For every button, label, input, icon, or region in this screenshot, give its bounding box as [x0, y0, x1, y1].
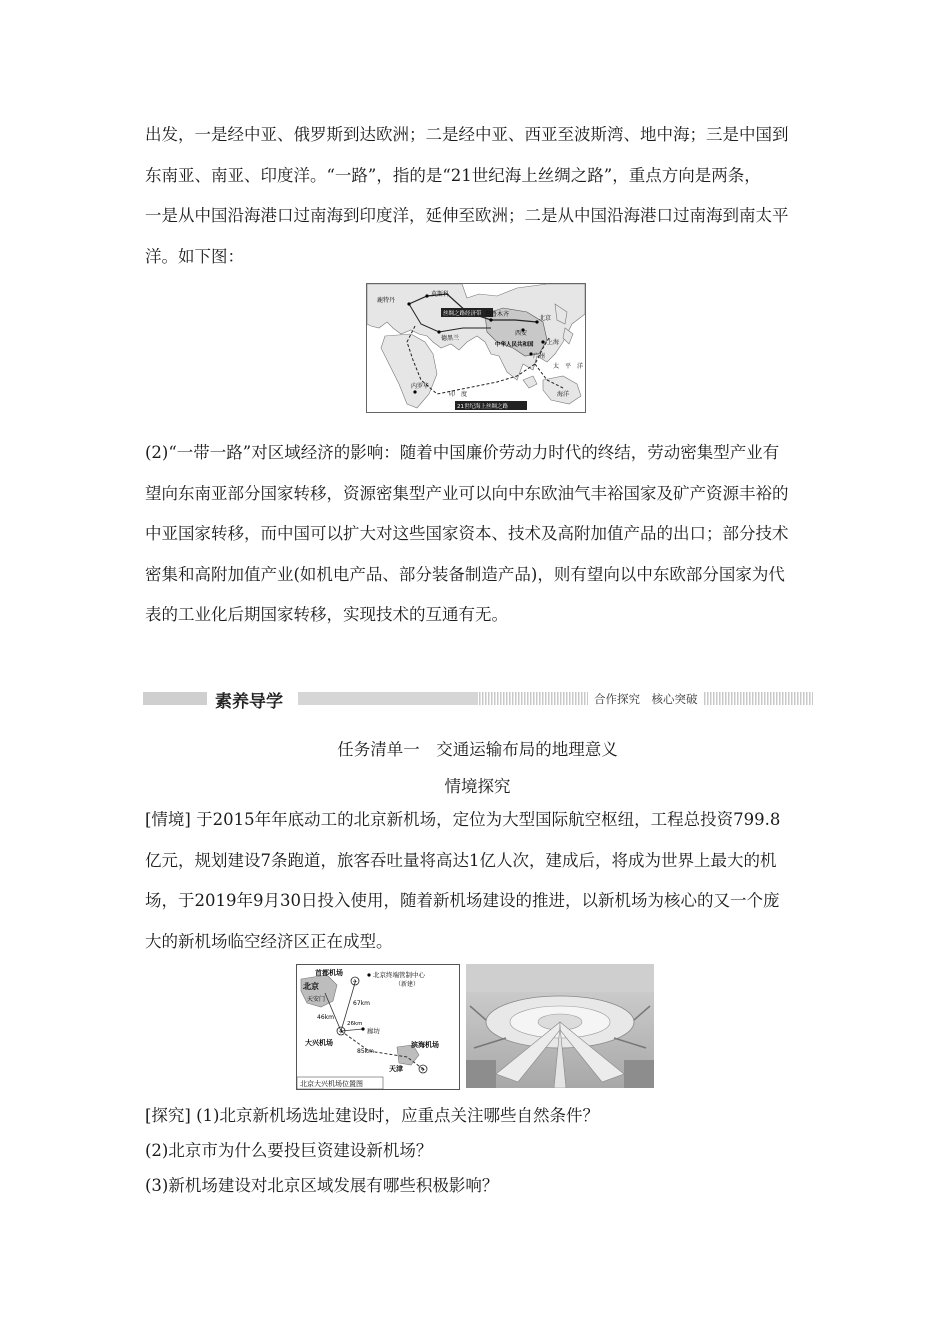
label-road-box: 21世纪海上丝绸之路 [457, 404, 508, 410]
text-line: 密集和高附加值产业(如机电产品、部分装备制造产品)，则有望向以中东欧部分国家为代 [145, 564, 785, 584]
label-control-center-note: （新建） [395, 981, 420, 988]
belt-and-road-map [366, 283, 586, 413]
section-tagline: 合作探究 核心突破 [591, 691, 701, 707]
section-header [143, 688, 813, 710]
label-sea-right: 海洋 [557, 391, 570, 398]
effects-paragraph [145, 433, 810, 636]
label-shanghai: 上海 [547, 339, 560, 346]
label-beijing: 北京 [303, 982, 319, 991]
inquiry-title: 情境探究 [444, 777, 511, 796]
text-line: 一是从中国沿海港口过南海到印度洋，延伸至欧洲；二是从中国沿海港口过南海到南太平 [145, 206, 789, 225]
label-guangzhou: 广州 [533, 353, 546, 360]
airplane-icon: ✈ [352, 978, 358, 986]
label-67km: 67km [353, 1000, 370, 1007]
label-rotterdam: 鹿特丹 [377, 297, 396, 304]
label-belt-box: 丝绸之路经济带 [443, 311, 482, 317]
airplane-icon: ✈ [420, 1066, 426, 1074]
text-line: 东南亚、南亚、印度洋。“一路”，指的是“21世纪海上丝绸之路”，重点方向是两条， [145, 165, 761, 185]
text-line: (2)“一带一路”对区域经济的影响：随着中国廉价劳动力时代的终结，劳动密集型产业有 [145, 443, 780, 462]
section-title: 素养导学 [215, 692, 283, 712]
map-caption: 北京大兴机场位置图 [300, 1080, 363, 1088]
label-xian: 西安 [515, 330, 528, 337]
label-tiananmen: 天安门 [307, 996, 326, 1003]
label-control-center: 北京终端管制中心 [373, 971, 425, 979]
label-pacific: 太 平 洋 [553, 363, 584, 370]
label-tehran: 德黑兰 [441, 335, 460, 342]
scenario-paragraph [145, 800, 810, 962]
daxing-location-map [296, 964, 460, 1090]
text-line: 表的工业化后期国家转移，实现技术的互通有无。 [145, 605, 508, 624]
text-line: 亿元，规划建设7条跑道，旅客吞吐量将高达1亿人次，建成后，将成为世界上最大的机 [145, 850, 777, 870]
label-26km: 26km [347, 1021, 363, 1027]
airplane-icon: ✈ [338, 1028, 344, 1036]
label-46km: 46km [317, 1014, 334, 1021]
label-beijing: 北京 [539, 315, 552, 322]
label-nairobi: 内罗毕 [411, 383, 430, 390]
label-moscow: 莫斯科 [431, 291, 450, 298]
label-tianjin: 天津 [389, 1065, 403, 1073]
intro-paragraph [145, 115, 810, 277]
label-langfang: 廊坊 [367, 1027, 380, 1035]
text-line: 出发，一是经中亚、俄罗斯到达欧洲；二是经中亚、西亚至波斯湾、地中海；三是中国到 [145, 125, 789, 144]
question-1: [探究] (1)北京新机场选址建设时，应重点关注哪些自然条件？ [145, 1106, 599, 1125]
label-prc: 中华人民共和国 [495, 342, 534, 348]
task-title: 任务清单一 交通运输布局的地理意义 [337, 740, 618, 759]
question-2: (2)北京市为什么要投巨资建设新机场？ [145, 1141, 433, 1160]
label-85km: 85km [357, 1048, 374, 1055]
label-capital-airport: 首都机场 [315, 969, 343, 977]
text-line: [情境] 于2015年年底动工的北京新机场，定位为大型国际航空枢纽，工程总投资799.8 [145, 810, 781, 829]
label-urumqi: 乌鲁木齐 [485, 311, 510, 318]
text-line: 大的新机场临空经济区正在成型。 [145, 931, 393, 951]
airport-photo [466, 964, 654, 1088]
text-line: 洋。如下图： [145, 246, 244, 266]
label-binhai: 滨海机场 [411, 1041, 439, 1049]
text-line: 中亚国家转移，而中国可以扩大对这些国家资本、技术及高附加值产品的出口；部分技术 [145, 524, 789, 543]
label-indian-ocean: 印 度 [449, 391, 468, 398]
question-3: (3)新机场建设对北京区域发展有哪些积极影响？ [145, 1176, 499, 1195]
text-line: 望向东南亚部分国家转移，资源密集型产业可以向中东欧油气丰裕国家及矿产资源丰裕的 [145, 483, 789, 503]
label-daxing: 大兴机场 [305, 1039, 333, 1047]
text-line: 场，于2019年9月30日投入使用，随着新机场建设的推进，以新机场为核心的又一个庞 [145, 891, 780, 910]
